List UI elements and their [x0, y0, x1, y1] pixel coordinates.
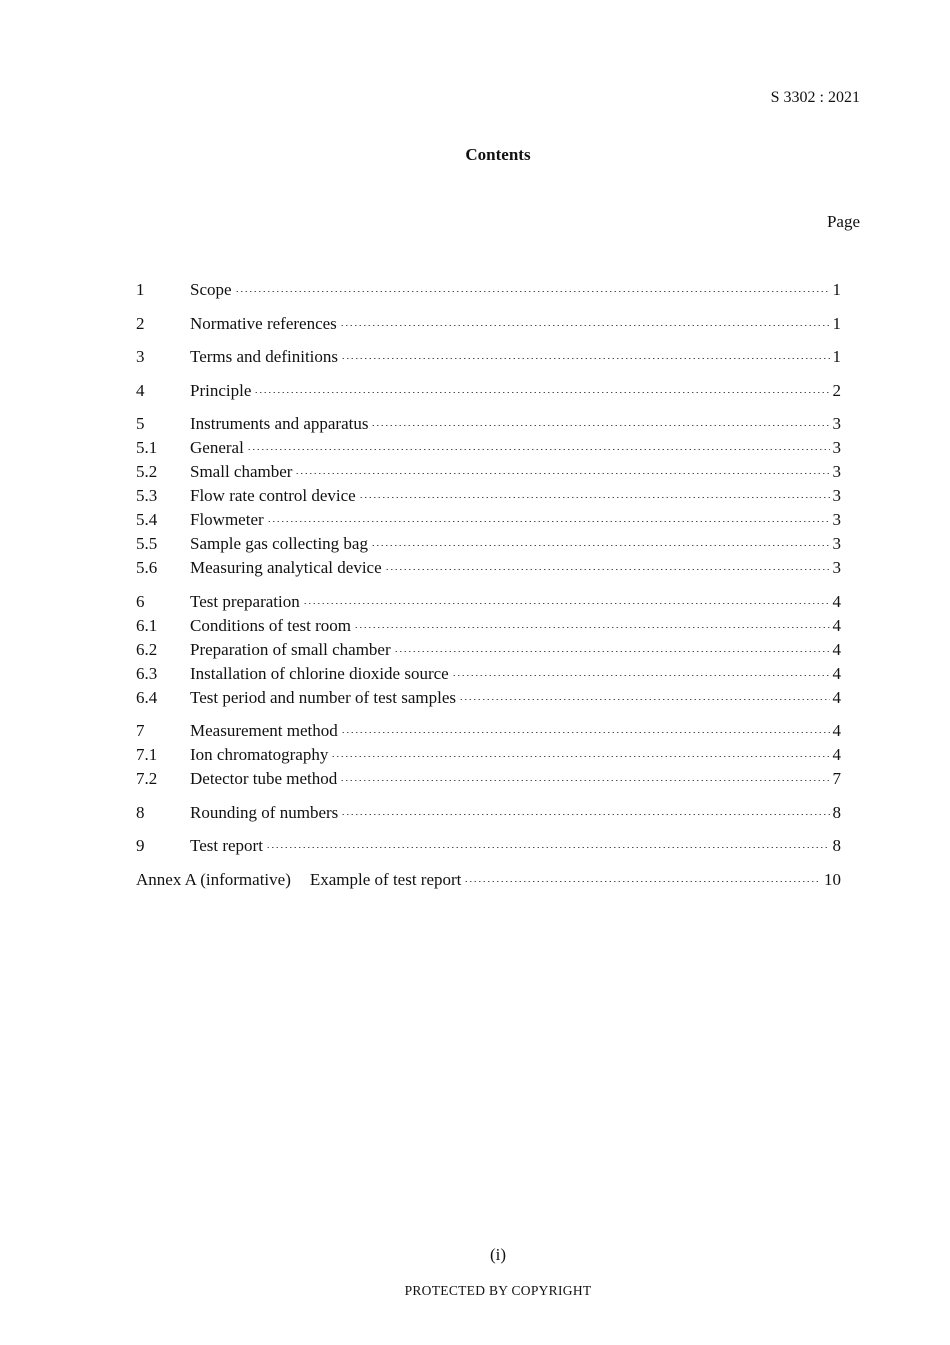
toc-label: Test report	[190, 836, 263, 855]
toc-page: 8	[832, 836, 841, 855]
dot-leader	[359, 497, 830, 498]
dot-leader	[371, 545, 830, 546]
dot-leader	[459, 699, 829, 700]
toc-page: 3	[832, 438, 841, 457]
document-id: S 3302 : 2021	[770, 89, 860, 106]
toc-page: 8	[832, 802, 841, 822]
toc-number: 5	[136, 414, 145, 433]
dot-leader	[340, 325, 830, 326]
dot-leader	[394, 651, 830, 652]
toc-page: 2	[832, 380, 841, 400]
dot-leader	[371, 425, 829, 426]
toc-label: Instruments and apparatus	[190, 414, 369, 433]
toc-entry-6[interactable]	[136, 590, 841, 614]
toc-number: 6.2	[136, 639, 158, 659]
toc-entry-5-3[interactable]	[136, 484, 841, 508]
toc-label: Preparation of small chamber	[190, 639, 391, 659]
toc-number: 6.4	[136, 687, 158, 707]
toc-number: 8	[136, 802, 145, 822]
toc-label: Test preparation	[190, 591, 300, 611]
toc-number: 3	[136, 347, 145, 366]
copyright-notice: PROTECTED BY COPYRIGHT	[404, 1283, 592, 1298]
toc-page: 3	[832, 462, 841, 481]
toc-label: Sample gas collecting bag	[190, 534, 368, 553]
toc-entry-1[interactable]	[136, 278, 841, 302]
toc-entry-5-1[interactable]	[136, 436, 841, 460]
toc-label: Flow rate control device	[190, 486, 356, 505]
toc-number: 5.2	[136, 462, 158, 481]
toc-number: 7.2	[136, 769, 158, 788]
toc-entry-9[interactable]	[136, 834, 841, 858]
toc-label: Conditions of test room	[190, 615, 352, 635]
toc-entry-7-2[interactable]	[136, 767, 841, 791]
toc-label: Detector tube method	[190, 769, 338, 788]
toc-number: 5.5	[136, 534, 158, 553]
dot-leader	[385, 569, 830, 570]
toc-entry-annex-a[interactable]	[136, 868, 841, 892]
toc-number: 1	[136, 280, 145, 299]
toc-entry-5-2[interactable]	[136, 460, 841, 484]
toc-entry-4[interactable]	[136, 379, 841, 403]
toc-page: 3	[832, 486, 841, 505]
toc-page: 10	[824, 869, 841, 889]
toc-number: 5.1	[136, 438, 158, 457]
toc-entry-7-1[interactable]	[136, 743, 841, 767]
dot-leader	[247, 449, 830, 450]
table-of-contents	[136, 278, 841, 892]
toc-entry-5-5[interactable]	[136, 532, 841, 556]
toc-page: 1	[832, 280, 841, 299]
toc-entry-3[interactable]	[136, 345, 841, 369]
toc-entry-6-4[interactable]	[136, 686, 841, 710]
toc-label: Test period and number of test samples	[190, 687, 457, 707]
dot-leader	[254, 392, 829, 393]
dot-leader	[354, 627, 829, 628]
toc-page: 1	[832, 313, 841, 333]
toc-page: 4	[832, 615, 841, 635]
toc-number: 6	[136, 591, 145, 611]
toc-entry-7[interactable]	[136, 719, 841, 743]
toc-entry-6-2[interactable]	[136, 638, 841, 662]
toc-label: Flowmeter	[190, 510, 264, 529]
toc-entry-6-1[interactable]	[136, 614, 841, 638]
toc-entry-2[interactable]	[136, 312, 841, 336]
toc-number: 2	[136, 313, 145, 333]
page-title: Contents	[465, 145, 531, 164]
dot-leader	[295, 473, 829, 474]
toc-page: 3	[832, 558, 841, 577]
toc-entry-5-6[interactable]	[136, 556, 841, 580]
toc-label: Measuring analytical device	[190, 558, 382, 577]
toc-number: 7	[136, 721, 145, 740]
dot-leader	[464, 881, 821, 882]
page-column-heading: Page	[826, 212, 860, 231]
toc-label: Measurement method	[190, 721, 338, 740]
toc-page: 7	[832, 769, 841, 788]
dot-leader	[341, 358, 829, 359]
toc-entry-5[interactable]	[136, 412, 841, 436]
toc-number: 5.4	[136, 510, 158, 529]
toc-number: 5.3	[136, 486, 158, 505]
dot-leader	[303, 603, 830, 604]
toc-label: Scope	[190, 280, 232, 299]
toc-number: 5.6	[136, 558, 158, 577]
toc-number: 6.3	[136, 663, 158, 683]
toc-page: 4	[832, 639, 841, 659]
toc-page: 4	[832, 687, 841, 707]
dot-leader	[266, 847, 830, 848]
dot-leader	[341, 732, 830, 733]
toc-label: Rounding of numbers	[190, 802, 339, 822]
toc-number: 7.1	[136, 745, 158, 764]
dot-leader	[235, 291, 830, 292]
toc-page: 4	[832, 745, 841, 764]
page-number: (i)	[489, 1245, 507, 1264]
dot-leader	[267, 521, 830, 522]
toc-entry-6-3[interactable]	[136, 662, 841, 686]
dot-leader	[331, 756, 829, 757]
toc-entry-5-4[interactable]	[136, 508, 841, 532]
toc-page: 4	[832, 663, 841, 683]
toc-page: 3	[832, 534, 841, 553]
dot-leader	[340, 780, 829, 781]
toc-label: General	[190, 438, 244, 457]
toc-label: Example of test report	[309, 869, 462, 889]
toc-label: Small chamber	[190, 462, 293, 481]
toc-label: Installation of chlorine dioxide source	[190, 663, 449, 683]
toc-page: 4	[832, 591, 841, 611]
toc-page: 3	[832, 414, 841, 433]
toc-label: Ion chromatography	[190, 745, 329, 764]
dot-leader	[452, 675, 830, 676]
toc-number: 9	[136, 836, 145, 855]
toc-page: 1	[832, 347, 841, 366]
toc-label: Principle	[190, 380, 252, 400]
toc-page: 4	[832, 721, 841, 740]
toc-label: Terms and definitions	[190, 347, 339, 366]
toc-label: Normative references	[190, 313, 337, 333]
toc-number: 4	[136, 380, 145, 400]
toc-number: 6.1	[136, 615, 158, 635]
toc-page: 3	[832, 510, 841, 529]
annex-prefix: Annex A (informative)	[136, 869, 291, 889]
dot-leader	[341, 814, 829, 815]
toc-entry-8[interactable]	[136, 801, 841, 825]
